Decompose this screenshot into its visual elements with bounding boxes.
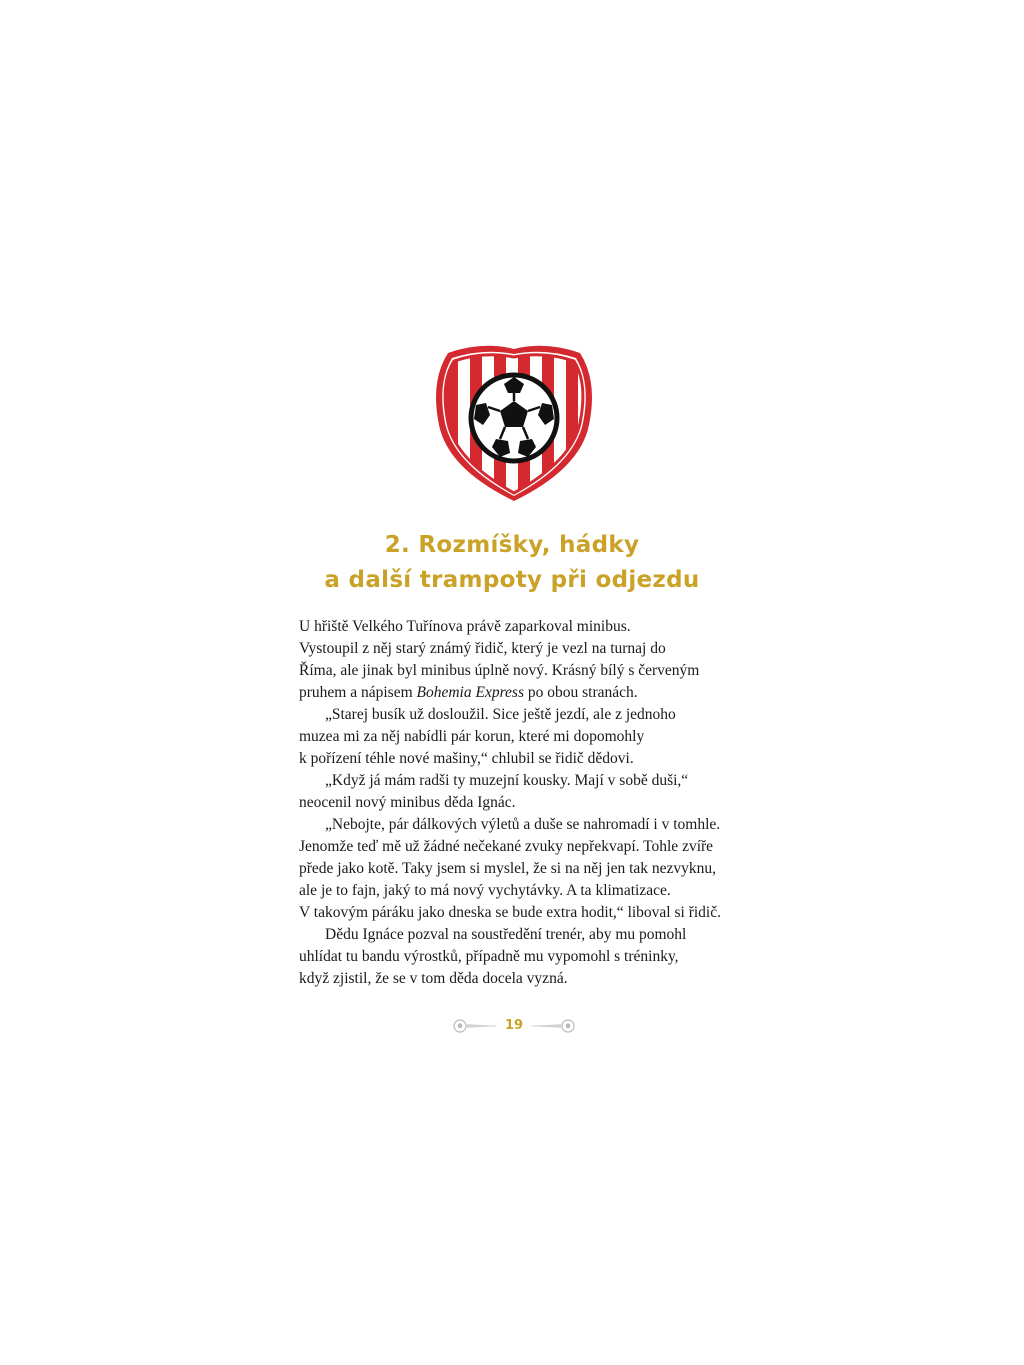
flying-football-icon bbox=[528, 1018, 576, 1034]
text-line: „Když já mám radši ty muzejní kousky. Mají v sobě duši,“ bbox=[325, 772, 689, 789]
text-line: muzea mi za něj nabídli pár korun, které mi dopomohly bbox=[299, 728, 645, 745]
text-line bbox=[299, 682, 729, 704]
text-line: neocenil nový minibus děda Ignác. bbox=[299, 794, 516, 811]
text-line: U hřiště Velkého Tuřínova právě zaparkoval minibus. bbox=[299, 618, 631, 635]
paragraph bbox=[299, 770, 729, 792]
paragraph bbox=[299, 924, 729, 946]
text-fragment: po obou stranách. bbox=[524, 684, 638, 701]
football-crest-icon bbox=[434, 343, 594, 503]
paragraph bbox=[299, 616, 729, 704]
paragraph-continued bbox=[299, 726, 729, 770]
text-line: když zjistil, že se v tom děda docela vyzná. bbox=[299, 970, 568, 987]
text-line: ale je to fajn, jaký to má nový vychytávky. A ta klimatizace. bbox=[299, 882, 671, 899]
text-line: „Starej busík už dosloužil. Sice ještě jezdí, ale z jednoho bbox=[325, 706, 676, 723]
text-line: Jenomže teď mě už žádné nečekané zvuky nepřekvapí. Tohle zvíře bbox=[299, 838, 714, 855]
paragraph-continued bbox=[299, 946, 729, 990]
text-fragment: pruhem a nápisem bbox=[299, 684, 417, 701]
chapter-title bbox=[262, 528, 762, 598]
paragraph bbox=[299, 814, 729, 836]
page-number: 19 bbox=[504, 1018, 524, 1033]
text-line: Říma, ale jinak byl minibus úplně nový. Krásný bílý s červeným bbox=[299, 662, 700, 679]
text-line: V takovým páráku jako dneska se bude extra hodit,“ liboval si řidič. bbox=[299, 904, 721, 921]
text-line: přede jako kotě. Taky jsem si myslel, že si na něj jen tak nezvyknu, bbox=[299, 860, 717, 877]
chapter-body bbox=[299, 616, 729, 990]
text-line: Dědu Ignáce pozval na soustředění trenér, aby mu pomohl bbox=[325, 926, 687, 943]
paragraph bbox=[299, 704, 729, 726]
chapter-title-line-1: 2. Rozmíšky, hádky bbox=[384, 532, 640, 558]
italic-bus-name: Bohemia Express bbox=[416, 684, 524, 701]
page-footer bbox=[452, 1014, 576, 1038]
flying-football-icon bbox=[452, 1018, 500, 1034]
paragraph-continued bbox=[299, 792, 729, 814]
text-line: uhlídat tu bandu výrostků, případně mu vypomohl s tréninky, bbox=[299, 948, 679, 965]
text-line: k pořízení téhle nové mašiny,“ chlubil se řidič dědovi. bbox=[299, 750, 634, 767]
paragraph-continued bbox=[299, 836, 729, 924]
text-line: „Nebojte, pár dálkových výletů a duše se nahromadí i v tomhle. bbox=[325, 816, 721, 833]
text-line: Vystoupil z něj starý známý řidič, který je vezl na turnaj do bbox=[299, 640, 666, 657]
chapter-title-line-2: a další trampoty při odjezdu bbox=[324, 567, 700, 593]
